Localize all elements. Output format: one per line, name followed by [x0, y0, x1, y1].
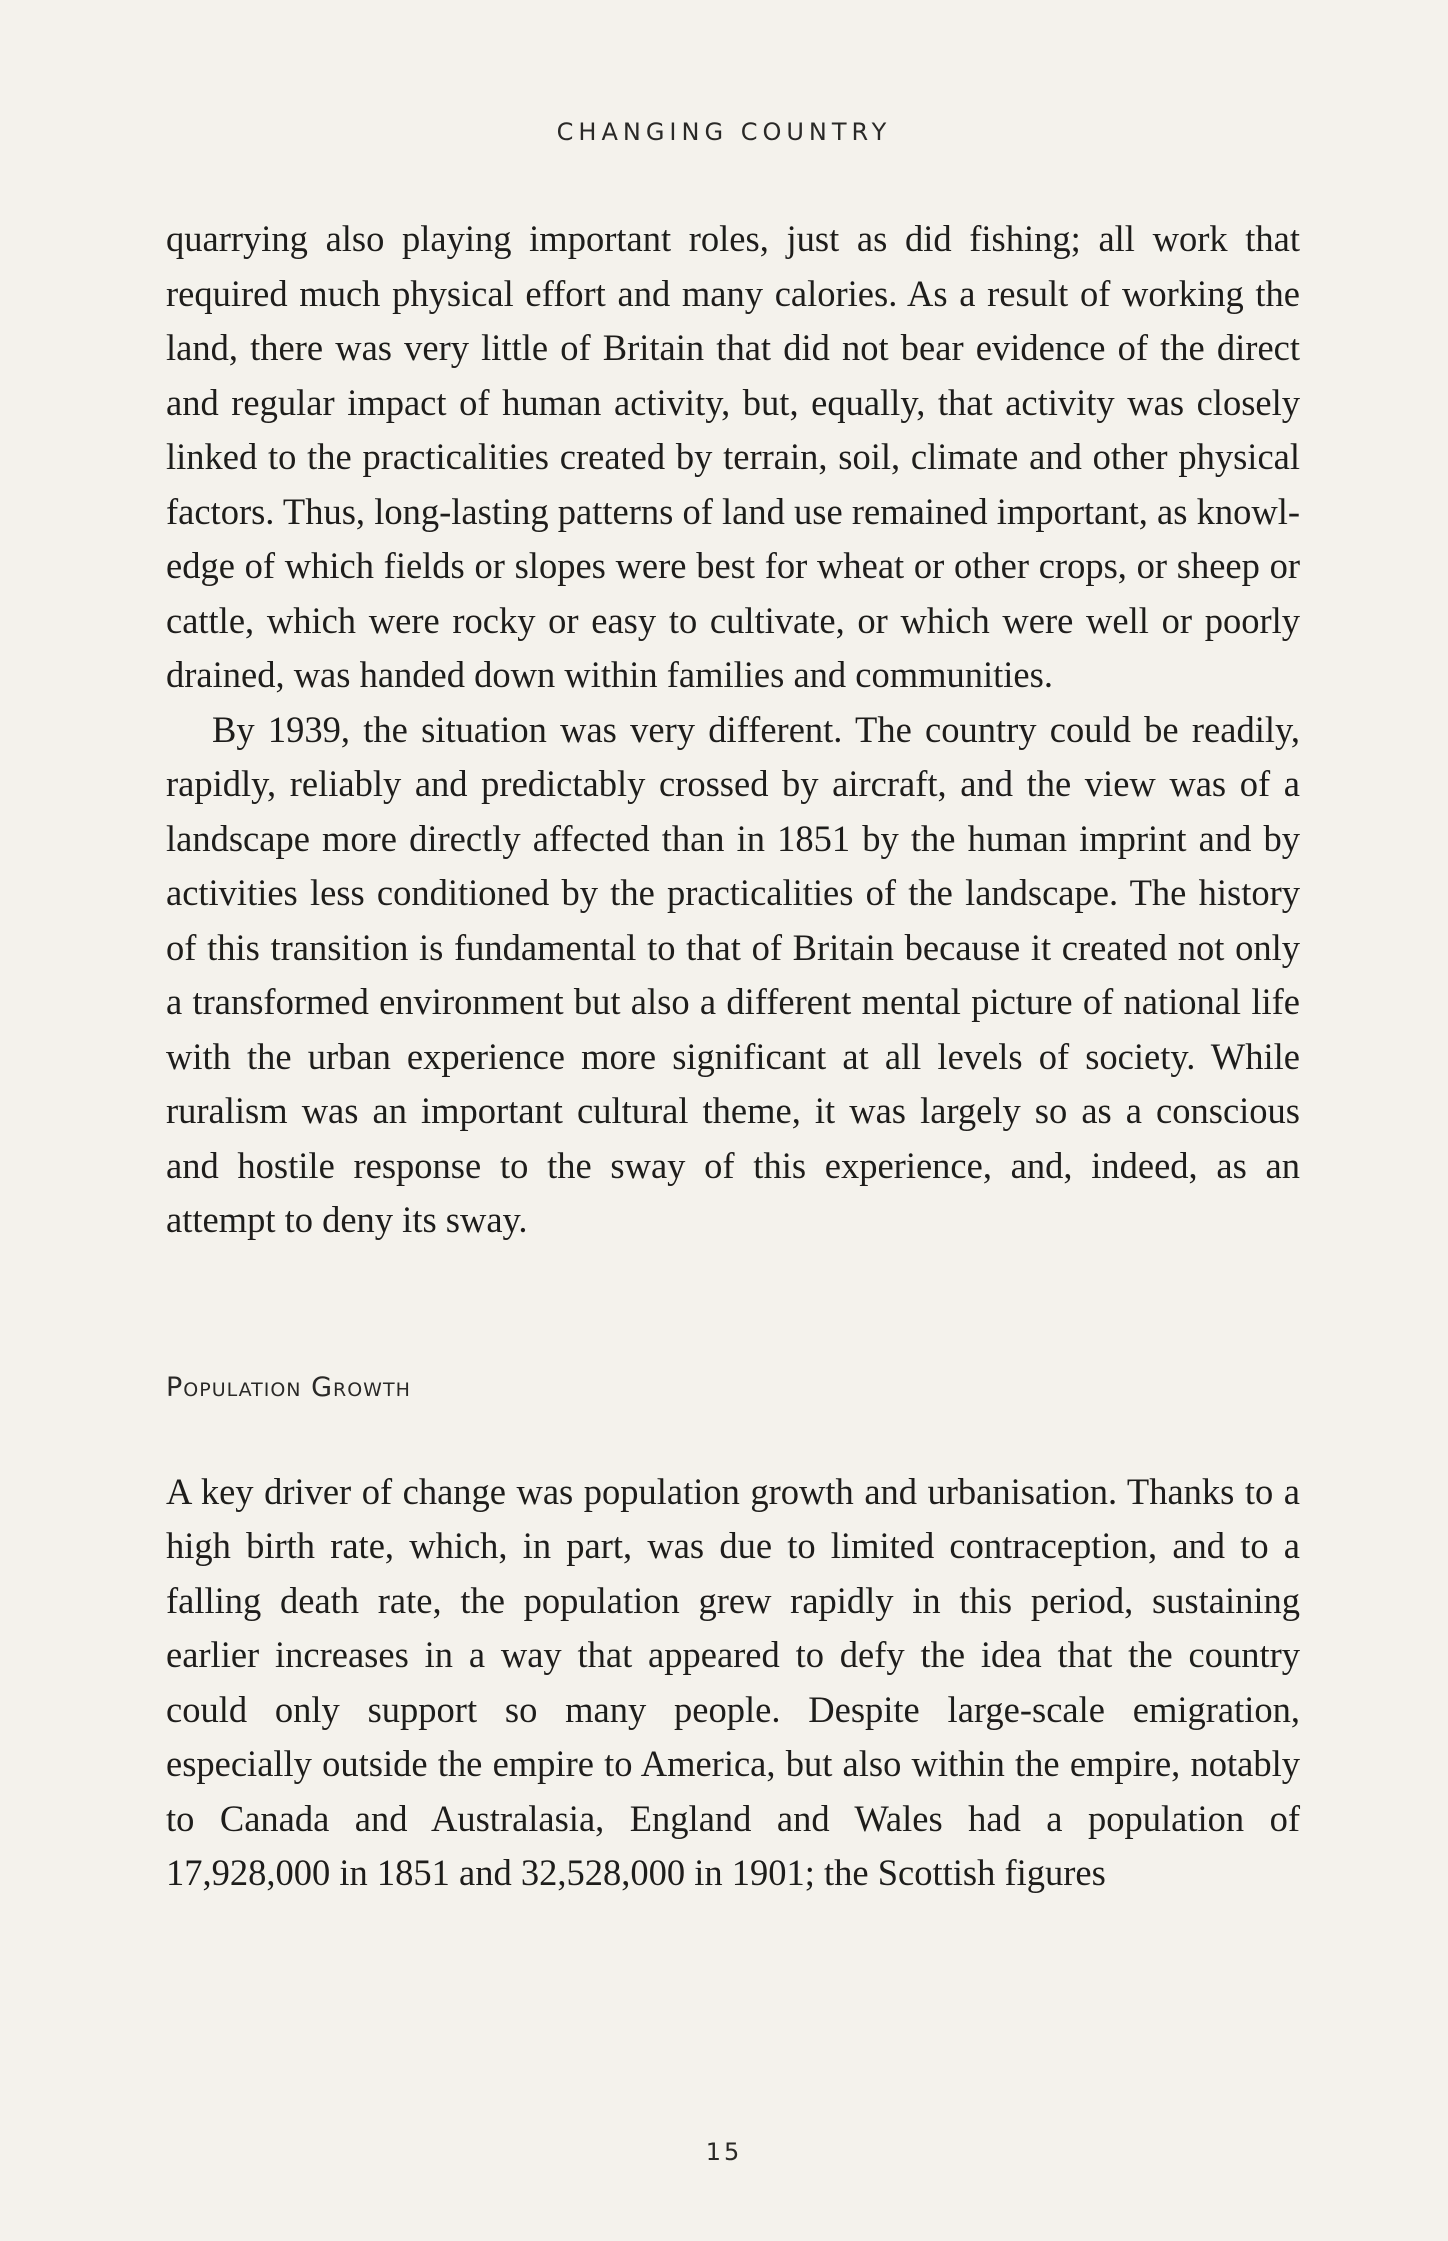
running-head: CHANGING COUNTRY: [556, 118, 892, 146]
page-number: 15: [705, 2138, 743, 2166]
paragraph-3: A key driver of change was population growth and urbanisation. Thanks to a high birth rate, which, in part, was due to limited contraception, and to a falling death rate, the population grew rapidly in this period, sustaining earlier increases in a way that appeared to defy the idea that the country could only support so many people. Despite large-scale emigration, especially outside the empire to America, but also within the empire, notably to Canada and Australasia, England and Wales had a population of 17,928,000 in 1851 and 32,528,000 in 1901; the Scottish figures: [166, 1470, 1300, 1893]
section-heading: Population Growth: [166, 1371, 411, 1403]
paragraph-1: quarrying also playing important roles, just as did fishing; all work that required much physical effort and many calories. As a result of working the land, there was very little of Britain that did not bear evidence of the direct and regular impact of human activity, but, equally, that activity was closely linked to the practicalities created by terrain, soil, climate and other physical factors. Thus, long-lasting patterns of land use remained important, as knowledge of which fields or slopes were best for wheat or other crops, or sheep or cattle, which were rocky or easy to cultivate, or which were well or poorly drained, was handed down within families and communities.: [166, 218, 1300, 695]
paragraph-2: By 1939, the situation was very different. The country could be readily, rapidly, reliably and predictably crossed by aircraft, and the view was of a landscape more directly affected than in 1851 by the human imprint and by activities less conditioned by the practicalities of the landscape. The history of this transition is fundamental to that of Britain because it created not only a transformed environment but also a different mental picture of national life with the urban experience more significant at all levels of society. While ruralism was an important cultural theme, it was largely so as a conscious and hostile response to the sway of this experience, and, indeed, as an attempt to deny its sway.: [166, 708, 1300, 1240]
body-text: [166, 212, 1300, 1901]
